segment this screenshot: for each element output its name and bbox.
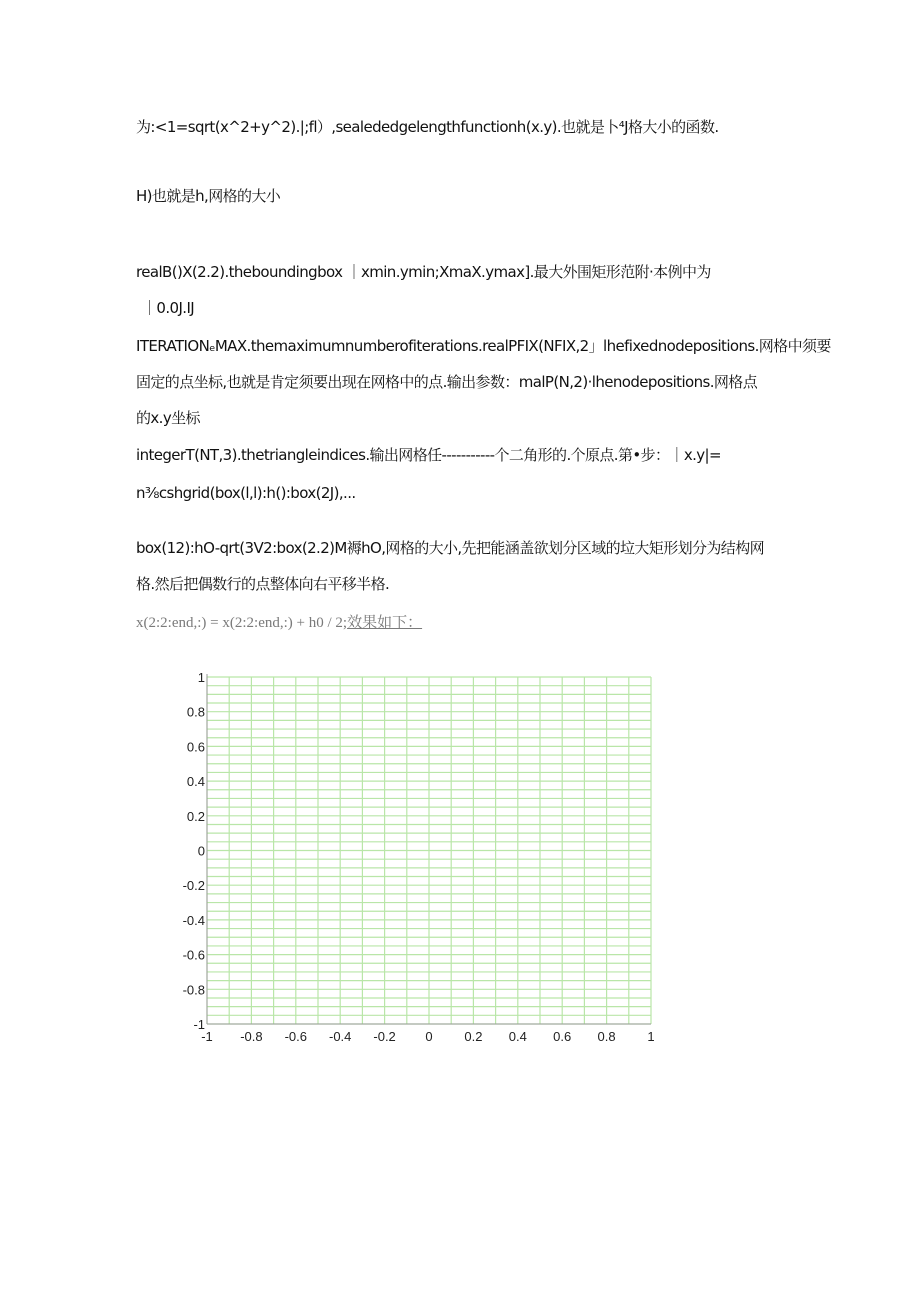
y-tick-label: 0 [197,843,205,859]
x-tick-label: 0.6 [553,1029,572,1044]
x-tick-label: 0 [425,1029,433,1044]
y-tick-labels [183,670,205,1032]
paragraph-line: ｜0.0J.IJ [142,299,195,317]
paragraph-line: 为:<1=sqrt(x^2+y^2).|;fl）,sealededgelengthfunctionh(x.y).也就是卜⁴J格大小的函数. [136,118,719,136]
x-tick-label: 1 [647,1029,655,1044]
paragraph-line: 固定的点坐标,也就是肯定须要出现在网格中的点.输出参数：malP(N,2)·lhenodepositions.网格点 [136,373,758,391]
paragraph-line: ITERATIONₑMAX.themaximumnumberofiterations.realPFIX(NFIX,2」lhefixednodepositions.网格中须要 [136,337,831,355]
paragraph-line: n⅜cshgrid(box(l,l):h():box(2J),... [136,484,356,502]
y-tick-label: -0.2 [182,878,205,894]
paragraph-line: 格.然后把偶数行的点整体向右平移半格. [136,575,390,593]
x-tick-label: 0.2 [464,1029,483,1044]
y-tick-label: 0.4 [186,774,205,790]
paragraph-line: box(12):hO-qrt(3V2:box(2.2)M褥hO,网格的大小,先把能涵盖欲划分区域的垃大矩形划分为结构网 [136,539,764,557]
paragraph-line: 的x.y坐标 [136,409,200,427]
y-tick-label: -0.8 [182,982,205,998]
code-statement: x(2:2:end,:) = x(2:2:end,:) + h0 / 2; [136,615,348,631]
grid-lines [207,677,651,1024]
y-tick-label: 0.2 [186,808,205,824]
y-tick-label: -0.6 [182,947,205,963]
y-tick-label: 1 [197,670,205,685]
paragraph-line: realB()X(2.2).theboundingbox ｜xmin.ymin;XmaX.ymax].最大外围矩形范附·本例中为 [136,263,711,281]
x-tick-label: -0.4 [328,1029,352,1044]
x-tick-label: 0.8 [597,1029,616,1044]
code-line [136,611,422,632]
y-tick-label: 0.6 [186,739,205,755]
code-caption: 效果如下： [347,615,423,631]
y-tick-label: 0.8 [186,704,205,720]
x-tick-label: -0.8 [240,1029,263,1044]
y-tick-label: -0.4 [182,912,205,928]
x-tick-label: -1 [201,1029,213,1044]
paragraph-line: H)也就是h,网格的大小 [136,187,281,205]
mesh-grid-chart [160,660,670,1050]
x-tick-label: 0.4 [508,1029,527,1044]
paragraph-line: integerT(NT,3).thetriangleindices.输出网格任-----------个二角形的.个原点.第•步：｜x.y|= [136,446,721,464]
y-tick-label: -1 [193,1017,205,1032]
x-tick-label: -0.2 [373,1029,396,1044]
x-tick-labels [201,1029,654,1044]
x-tick-label: -0.6 [284,1029,308,1044]
